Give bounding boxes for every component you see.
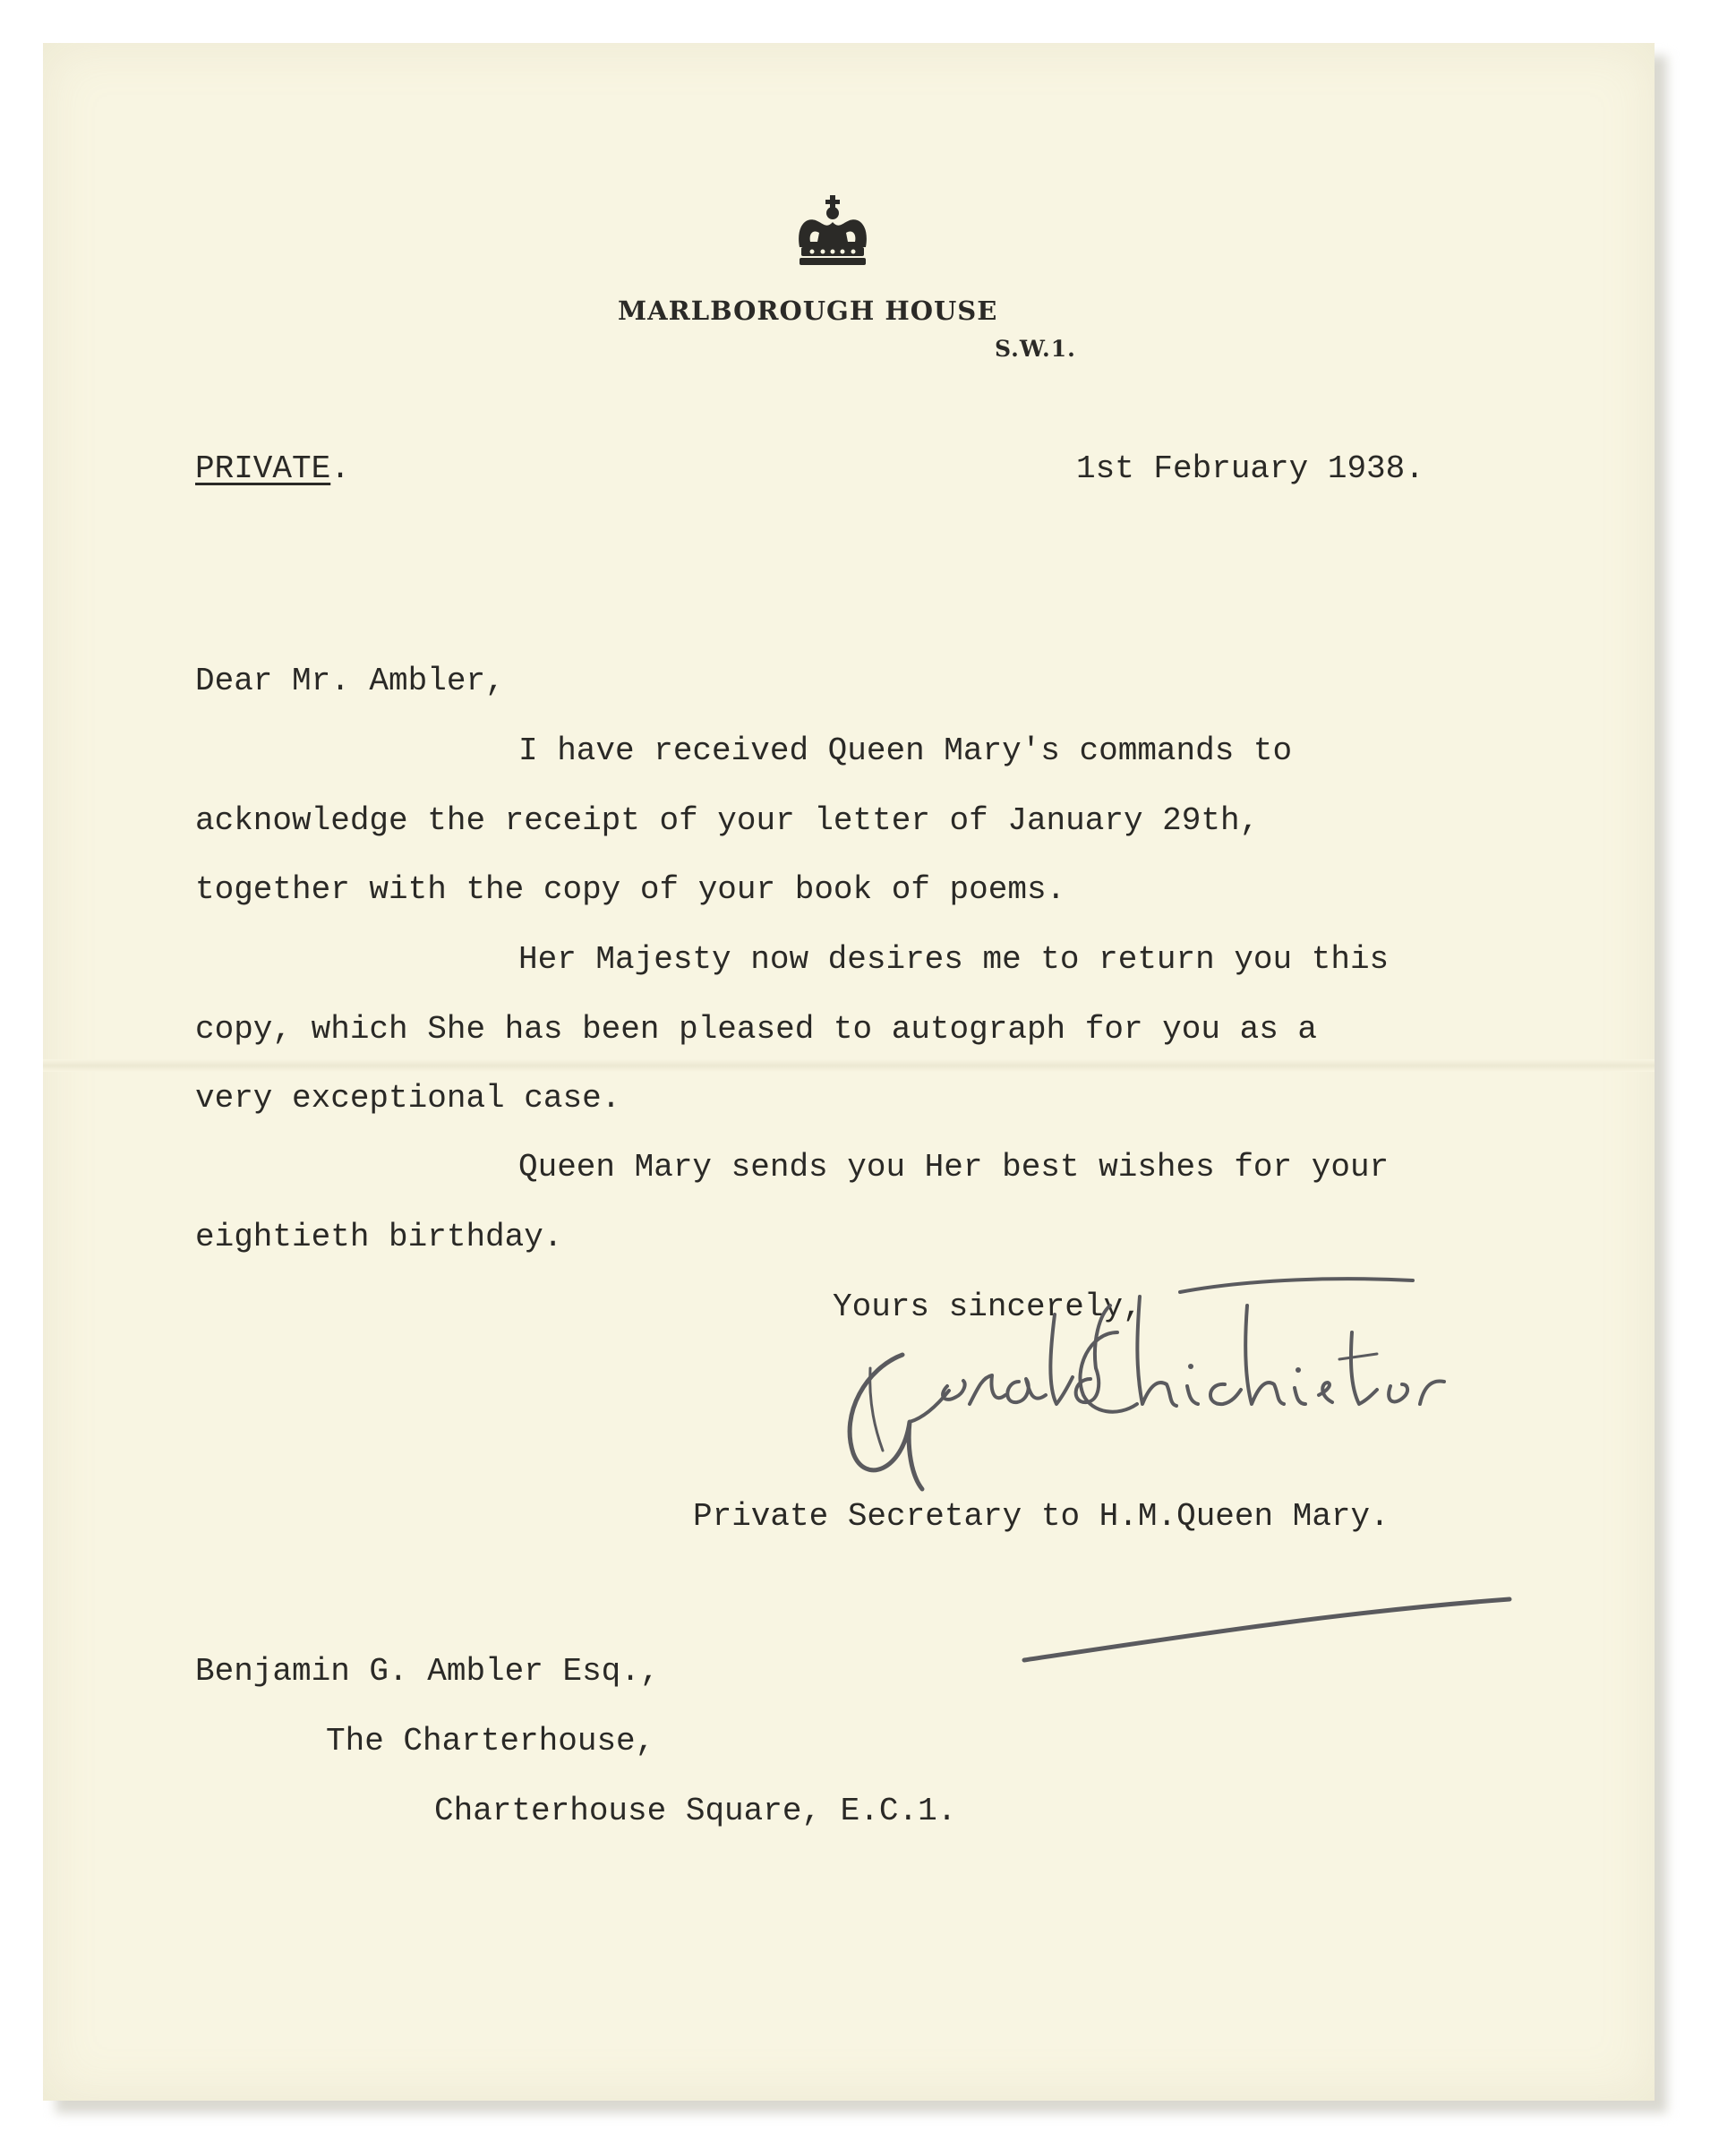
closing: Yours sincerely, [833, 1289, 1142, 1325]
letter-date: 1st February 1938. [1076, 450, 1424, 487]
signature-flourish [1019, 1574, 1520, 1673]
letterhead-house: MARLBOROUGH HOUSE [618, 295, 998, 326]
body-line: eightieth birthday. [195, 1219, 563, 1255]
crown-icon [792, 195, 873, 267]
body-line: very exceptional case. [195, 1080, 621, 1117]
body-line: Queen Mary sends you Her best wishes for your [518, 1149, 1390, 1186]
letter-sheet [43, 43, 1655, 2101]
address-line: Charterhouse Square, E.C.1. [434, 1793, 957, 1829]
private-marking [195, 451, 350, 487]
body-line: I have received Queen Mary's commands to [518, 732, 1293, 769]
letterhead-district: S.W.1. [995, 336, 1076, 362]
private-label: PRIVATE [195, 450, 331, 487]
private-suffix: . [330, 450, 350, 487]
address-line: Benjamin G. Ambler Esq., [195, 1653, 660, 1690]
body-line: together with the copy of your book of poems. [195, 871, 1066, 908]
body-line: acknowledge the receipt of your letter of January 29th, [195, 802, 1260, 839]
salutation: Dear Mr. Ambler, [195, 663, 505, 699]
signatory-title: Private Secretary to H.M.Queen Mary. [693, 1498, 1390, 1535]
body-line: Her Majesty now desires me to return you this [518, 941, 1390, 978]
address-line: The Charterhouse, [326, 1723, 655, 1759]
paper-fold [43, 1059, 1655, 1072]
body-line: copy, which She has been pleased to autograph for you as a [195, 1011, 1318, 1048]
